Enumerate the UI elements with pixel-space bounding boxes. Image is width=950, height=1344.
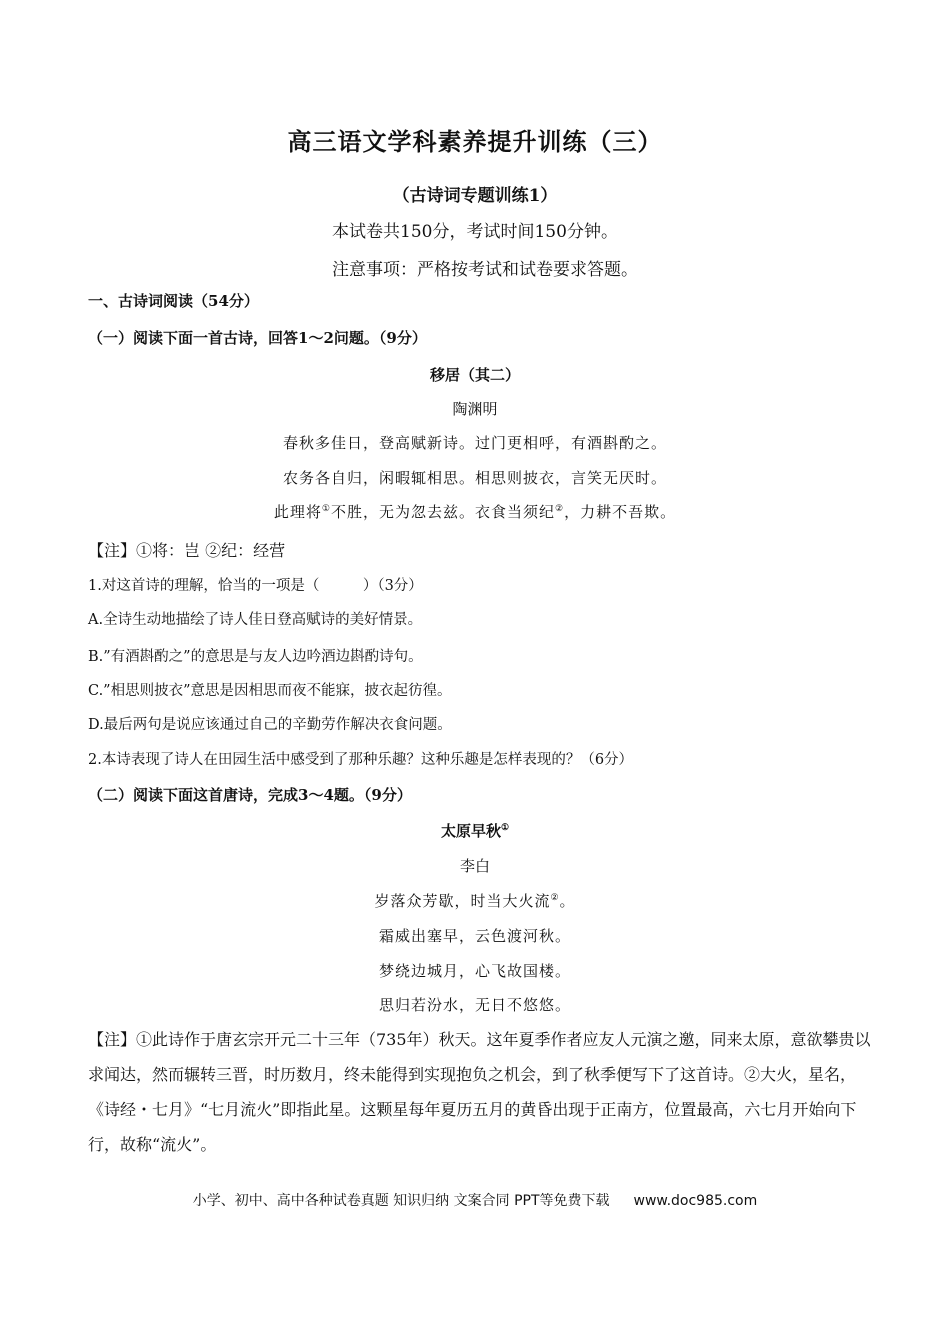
poem1-line-text: 此理将 (273, 503, 322, 521)
poem2-title-text: 太原早秋 (440, 822, 501, 840)
footer-text: 小学、初中、高中各种试卷真题 知识归纳 文案合同 PPT等免费下载 (192, 1193, 610, 1209)
poem1-line (0, 501, 950, 522)
poem1-line-text: 不胜，无为忽去兹。衣食当须纪 (330, 503, 555, 521)
question-2: 2.本诗表现了诗人在田园生活中感受到了那种乐趣？这种乐趣是怎样表现的？（6分） (88, 752, 634, 768)
section-heading: 一、古诗词阅读（54分） (88, 292, 259, 310)
question-1-option-c: C.”相思则披衣”意思是因相思而夜不能寐，披衣起彷徨。 (88, 683, 452, 699)
poem1-author: 陶渊明 (452, 400, 498, 418)
poem1-title: 移居（其二） (429, 366, 520, 384)
question-1-option-d: D.最后两句是说应该通过自己的辛勤劳作解决衣食问题。 (88, 717, 452, 733)
page-subtitle: （古诗词专题训练1） (392, 186, 558, 206)
poem2-line-text: 岁落众芳歇，时当大火流 (374, 892, 551, 910)
page-footer (0, 1190, 950, 1210)
poem2-author: 李白 (459, 857, 490, 875)
poem2-line: 思归若汾水，无日不悠悠。 (378, 996, 571, 1014)
poem2-line (0, 890, 950, 911)
exam-info: 本试卷共150分，考试时间150分钟。 (332, 222, 618, 242)
poem1-line: 农务各自归，闲暇辄相思。相思则披衣，言笑无厌时。 (282, 469, 667, 487)
question-1-option-a: A.全诗生动地描绘了诗人佳日登高赋诗的美好情景。 (88, 612, 423, 628)
footnote-marker: ① (321, 504, 331, 514)
question-1: 1.对这首诗的理解，恰当的一项是（ ）（3分） (88, 578, 423, 594)
footer-url[interactable]: www.doc985.com (633, 1193, 758, 1209)
poem2-note: 【注】①此诗作于唐玄宗开元二十三年（735年）秋天。这年夏季作者应友人元演之邀，同来太原，意欲攀贵以求闻达，然而辗转三晋，时历数月，终未能得到实现抱负之机会，到了秋季便写下了这首诗。②大火，星名，《诗经・七月》“七月流火”即指此星。这颗星每年夏历五月的黄昏出现于正南方，位置最高，六七月开始向下行，故称“流火”。 (88, 1030, 871, 1154)
part1-heading: （一）阅读下面一首古诗，回答1～2问题。（9分） (88, 329, 427, 347)
poem1-line-text: ，力耕不吾欺。 (564, 503, 677, 521)
poem2-line-text: 。 (559, 892, 576, 910)
footnote-marker: ② (555, 504, 565, 514)
poem1-line: 春秋多佳日，登高赋新诗。过门更相呼，有酒斟酌之。 (282, 434, 667, 452)
footnote-marker: ② (550, 893, 560, 903)
poem2-line: 梦绕边城月，心飞故国楼。 (378, 962, 571, 980)
poem2-title (0, 820, 950, 841)
page-title: 高三语文学科素养提升训练（三） (287, 128, 663, 156)
exam-notice: 注意事项：严格按考试和试卷要求答题。 (332, 260, 638, 280)
poem2-line: 霜威出塞早，云色渡河秋。 (378, 927, 571, 945)
poem1-note: 【注】①将：岂 ②纪：经营 (88, 541, 286, 560)
question-1-option-b: B.”有酒斟酌之”的意思是与友人边吟酒边斟酌诗句。 (88, 649, 423, 665)
footnote-marker: ① (500, 823, 510, 833)
part2-heading: （二）阅读下面这首唐诗，完成3～4题。（9分） (88, 786, 412, 804)
